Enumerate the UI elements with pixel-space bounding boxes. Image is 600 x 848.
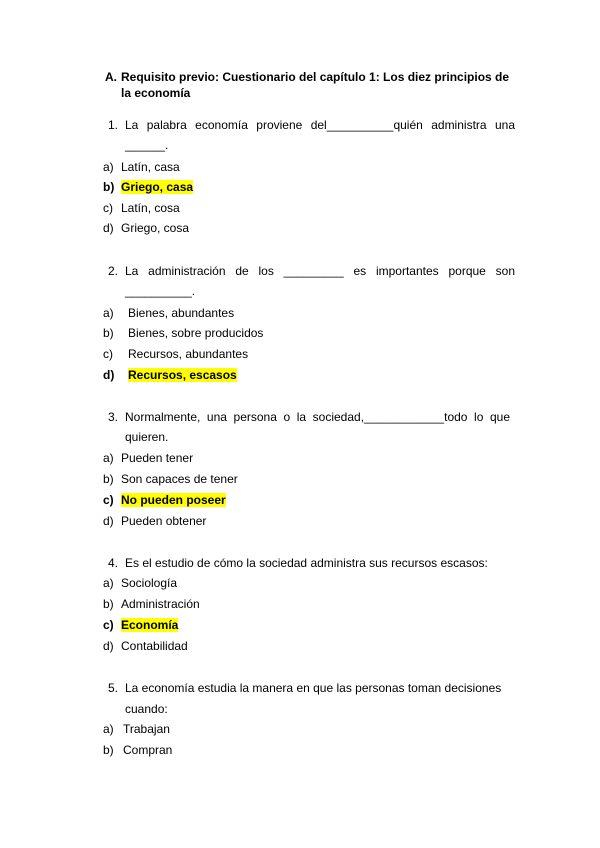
option-label: a) [103, 306, 114, 320]
option-text-highlighted: Economía [121, 618, 179, 632]
option-text: Bienes, sobre producidos [128, 326, 264, 340]
option-label: d) [103, 368, 115, 382]
option-b-correct [103, 180, 193, 194]
option-text: Griego, cosa [121, 221, 190, 235]
option-text-highlighted: Griego, casa [121, 180, 194, 194]
option-label: c) [103, 493, 114, 507]
option-label: a) [103, 722, 114, 736]
option-a [103, 451, 193, 465]
option-label: b) [103, 180, 115, 194]
question-text-line1: La administración de los _________ es importantes porque son [125, 264, 515, 278]
option-text-highlighted: No pueden poseer [121, 493, 226, 507]
option-d-correct [103, 368, 237, 382]
question-text-line1: Es el estudio de cómo la sociedad administra sus recursos escasos: [125, 556, 488, 570]
option-label: c) [103, 201, 113, 215]
option-text: Contabilidad [121, 639, 188, 653]
option-label: a) [103, 451, 114, 465]
option-text-highlighted: Recursos, escasos [128, 368, 237, 382]
question-text-line2: ______. [125, 138, 169, 152]
question-text-line1: La economía estudia la manera en que las personas toman decisiones [125, 681, 502, 695]
option-a [103, 306, 234, 320]
option-label: d) [103, 514, 114, 528]
option-b [103, 597, 200, 611]
option-a [103, 722, 170, 736]
option-b [103, 743, 172, 757]
section-letter: A. [105, 70, 117, 84]
question-number: 1. [108, 118, 119, 132]
question-text-line1: Normalmente, una persona o la sociedad,____________todo lo que [125, 410, 510, 424]
question-text-line2: quieren. [125, 430, 169, 444]
option-label: d) [103, 221, 114, 235]
option-label: a) [103, 576, 114, 590]
option-c [103, 201, 180, 215]
question-number: 3. [108, 410, 119, 424]
section-title-line1: Requisito previo: Cuestionario del capítulo 1: Los diez principios de [121, 70, 510, 84]
question-number: 2. [108, 264, 119, 278]
section-title-line2: la economía [121, 86, 191, 100]
option-c [103, 347, 248, 361]
question-number: 4. [108, 556, 119, 570]
option-text: Pueden obtener [121, 514, 207, 528]
question-number: 5. [108, 681, 119, 695]
option-text: Sociología [121, 576, 178, 590]
option-text: Trabajan [123, 722, 170, 736]
option-d [103, 514, 206, 528]
option-text: Recursos, abundantes [128, 347, 249, 361]
option-c-correct [103, 493, 226, 507]
option-b [103, 326, 263, 340]
section-heading [105, 69, 525, 101]
option-a [103, 576, 177, 590]
option-label: b) [103, 743, 114, 757]
option-b [103, 472, 238, 486]
option-d [103, 639, 188, 653]
option-label: b) [103, 326, 114, 340]
option-label: b) [103, 597, 114, 611]
option-label: c) [103, 618, 114, 632]
option-label: c) [103, 347, 113, 361]
option-text: Bienes, abundantes [128, 306, 235, 320]
option-label: b) [103, 472, 114, 486]
question-text-line1: La palabra economía proviene del__________quién administra una [125, 118, 515, 132]
option-a [103, 160, 180, 174]
question-text-line2: __________. [125, 284, 196, 298]
option-label: d) [103, 639, 114, 653]
option-text: Compran [123, 743, 173, 757]
option-text: Son capaces de tener [121, 472, 238, 486]
question-text-line2: cuando: [125, 702, 168, 716]
option-d [103, 221, 189, 235]
option-text: Latín, casa [121, 160, 180, 174]
option-text: Administración [121, 597, 200, 611]
option-text: Pueden tener [121, 451, 194, 465]
option-c-correct [103, 618, 178, 632]
option-label: a) [103, 160, 114, 174]
option-text: Latín, cosa [121, 201, 180, 215]
